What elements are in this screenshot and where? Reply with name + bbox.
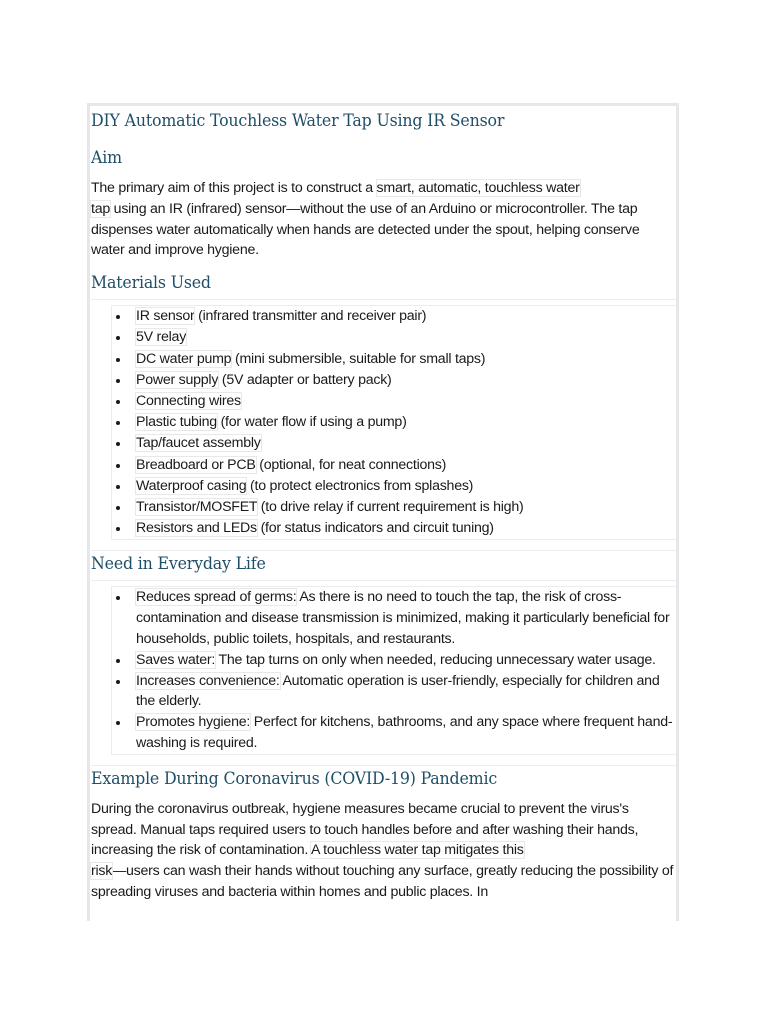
list-item <box>136 712 676 754</box>
list-item <box>136 370 676 391</box>
list-item <box>136 476 676 497</box>
document-title: DIY Automatic Touchless Water Tap Using IR Sensor <box>91 111 505 131</box>
material-detail: (mini submersible, suitable for small taps) <box>231 350 486 367</box>
material-name: DC water pump <box>136 350 232 367</box>
material-name: IR sensor <box>136 308 195 325</box>
covid-heading-block <box>91 765 676 791</box>
section-heading-materials: Materials Used <box>91 273 211 294</box>
section-needs <box>91 550 676 754</box>
material-name: Waterproof casing <box>136 477 247 494</box>
list-item <box>136 587 676 649</box>
material-detail: (for water flow if using a pump) <box>216 414 407 431</box>
material-detail: (to drive relay if current requirement is high) <box>257 499 524 516</box>
material-detail: (for status indicators and circuit tuning) <box>256 520 494 537</box>
list-item <box>136 391 676 412</box>
section-aim <box>91 146 676 261</box>
covid-text-part1: During the coronavirus outbreak, hygiene measures became crucial to prevent the virus's spread. Manual taps required users to touch handles before and after washing their hands, increasing the risk of contamination. <box>91 800 639 859</box>
aim-paragraph <box>91 178 676 261</box>
material-name: Connecting wires <box>136 393 241 409</box>
need-label: Promotes hygiene: <box>136 714 251 731</box>
section-covid <box>91 765 676 903</box>
material-detail: (5V adapter or battery pack) <box>218 371 392 388</box>
list-item <box>136 327 676 348</box>
material-name: Resistors and LEDs <box>136 520 257 537</box>
aim-highlight-1: smart, automatic, touchless water <box>376 180 580 196</box>
material-name: Breadboard or PCB <box>136 456 256 473</box>
covid-paragraph <box>91 799 676 903</box>
need-text: Automatic operation is user-friendly, especially for children and the elderly. <box>136 672 660 710</box>
aim-text-part2: using an IR (infrared) sensor—without the use of an Arduino or microcontroller. The tap dispenses water automatically when hands are detected under the spout, helping conserve water and improve hygiene. <box>91 200 640 259</box>
aim-highlight-2: tap <box>91 200 110 217</box>
material-detail: (optional, for neat connections) <box>255 456 447 473</box>
section-heading-covid: Example During Coronavirus (COVID-19) Pandemic <box>91 768 498 789</box>
list-item <box>136 650 676 671</box>
need-label: Increases convenience: <box>136 672 280 689</box>
section-heading-needs: Need in Everyday Life <box>91 554 266 575</box>
covid-text-part2: —users can wash their hands without touching any surface, greatly reducing the possibility of spreading viruses and bacteria within homes and public places. In <box>91 863 674 900</box>
material-name: Plastic tubing <box>136 414 217 431</box>
list-item <box>136 349 676 370</box>
list-item <box>136 671 676 713</box>
materials-list <box>111 305 676 540</box>
materials-heading-block <box>91 271 676 300</box>
aim-text-part1: The primary aim of this project is to construct a <box>91 180 377 196</box>
need-label: Saves water: <box>136 651 216 668</box>
need-text: Perfect for kitchens, bathrooms, and any space where frequent hand-washing is required. <box>136 714 673 751</box>
need-label: Reduces spread of germs: <box>136 589 297 606</box>
material-detail: (infrared transmitter and receiver pair) <box>194 308 427 325</box>
material-name: Transistor/MOSFET <box>136 499 258 516</box>
needs-list <box>111 586 676 754</box>
section-heading-aim: Aim <box>91 148 122 168</box>
material-name: 5V relay <box>136 329 187 346</box>
material-name: Tap/faucet assembly <box>136 435 261 452</box>
document-page <box>87 103 679 921</box>
list-item <box>136 518 676 539</box>
list-item <box>136 412 676 433</box>
list-item <box>136 433 676 454</box>
list-item <box>136 497 676 518</box>
needs-heading-block <box>91 550 676 581</box>
covid-highlight-1: A touchless water tap mitigates this <box>311 842 524 859</box>
material-detail: (to protect electronics from splashes) <box>246 477 474 494</box>
section-materials <box>91 271 676 540</box>
document-content <box>90 106 676 903</box>
list-item <box>136 306 676 327</box>
need-text: The tap turns on only when needed, reducing unnecessary water usage. <box>215 651 656 668</box>
covid-highlight-2: risk <box>91 863 113 880</box>
need-text: As there is no need to touch the tap, the risk of cross-contamination and disease transmission is minimized, making it particularly beneficial for households, public toilets, hospitals, and restaurants. <box>136 589 670 648</box>
material-name: Power supply <box>136 371 219 388</box>
list-item <box>136 455 676 476</box>
